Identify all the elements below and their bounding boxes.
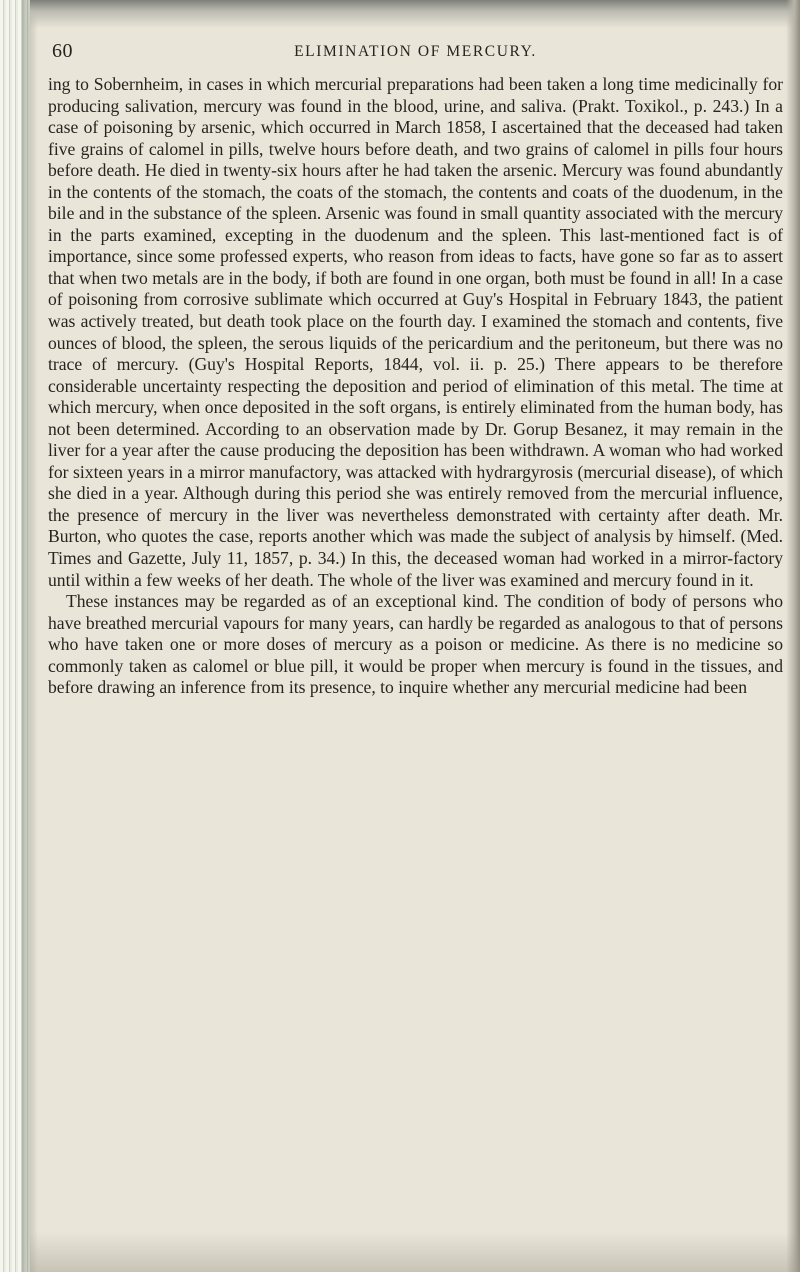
- scan-bottom-shadow: [30, 1232, 800, 1272]
- gutter-shadow: [22, 0, 38, 1272]
- body-text: [48, 74, 783, 699]
- scan-top-shadow: [30, 0, 800, 28]
- paragraph-1: ing to Sobernheim, in cases in which mercurial preparations had been taken a long time medicinally for producing salivation, mercury was found in the blood, urine, and saliva. (Prakt. Toxikol., p. 243.) In a case of poisoning by arsenic, which occurred in March 1858, I ascertained that the deceased had taken five grains of calomel in pills, twelve hours before death, and two grains of calomel in pills four hours before death. He died in twenty-six hours after he had taken the arsenic. Mercury was found abundantly in the contents of the stomach, the coats of the stomach, the contents and coats of the duodenum, in the bile and in the substance of the spleen. Arsenic was found in small quantity associated with the mercury in the parts examined, excepting in the duodenum and the spleen. This last-mentioned fact is of importance, since some professed experts, who reason from ideas to facts, have gone so far as to assert that when two metals are in the body, if both are found in one organ, both must be found in all! In a case of poisoning from corrosive sublimate which occurred at Guy's Hospital in February 1843, the patient was actively treated, but death took place on the fourth day. I examined the stomach and contents, five ounces of blood, the spleen, the serous liquids of the pericardium and the peritoneum, but there was no trace of mercury. (Guy's Hospital Reports, 1844, vol. ii. p. 25.) There appears to be therefore considerable uncertainty respecting the deposition and period of elimination of this metal. The time at which mercury, when once deposited in the soft organs, is entirely eliminated from the human body, has not been determined. According to an observation made by Dr. Gorup Besanez, it may remain in the liver for a year after the cause producing the deposition has been withdrawn. A woman who had worked for sixteen years in a mirror manufactory, was attacked with hydrargyrosis (mercurial disease), of which she died in a year. Although during this period she was entirely removed from the mercurial influence, the presence of mercury in the liver was nevertheless demonstrated with certainty after death. Mr. Burton, who quotes the case, reports another which was made the subject of analysis by himself. (Med. Times and Gazette, July 11, 1857, p. 34.) In this, the deceased woman had worked in a mirror-factory until within a few weeks of her death. The whole of the liver was examined and mercury found in it.: [48, 74, 783, 590]
- running-title: ELIMINATION OF MERCURY.: [294, 43, 537, 60]
- page-number: 60: [52, 40, 73, 62]
- book-page: [48, 34, 783, 699]
- paragraph-2: These instances may be regarded as of an exceptional kind. The condition of body of persons who have breathed mercurial vapours for many years, can hardly be regarded as analogous to that of persons who have taken one or more doses of mercury as a poison or medicine. As there is no medicine so commonly taken as calomel or blue pill, it would be proper when mercury is found in the tissues, and before drawing an inference from its presence, to inquire whether any mercurial medicine had been: [48, 591, 783, 698]
- running-head: [48, 34, 783, 70]
- page-right-edge: [786, 0, 800, 1272]
